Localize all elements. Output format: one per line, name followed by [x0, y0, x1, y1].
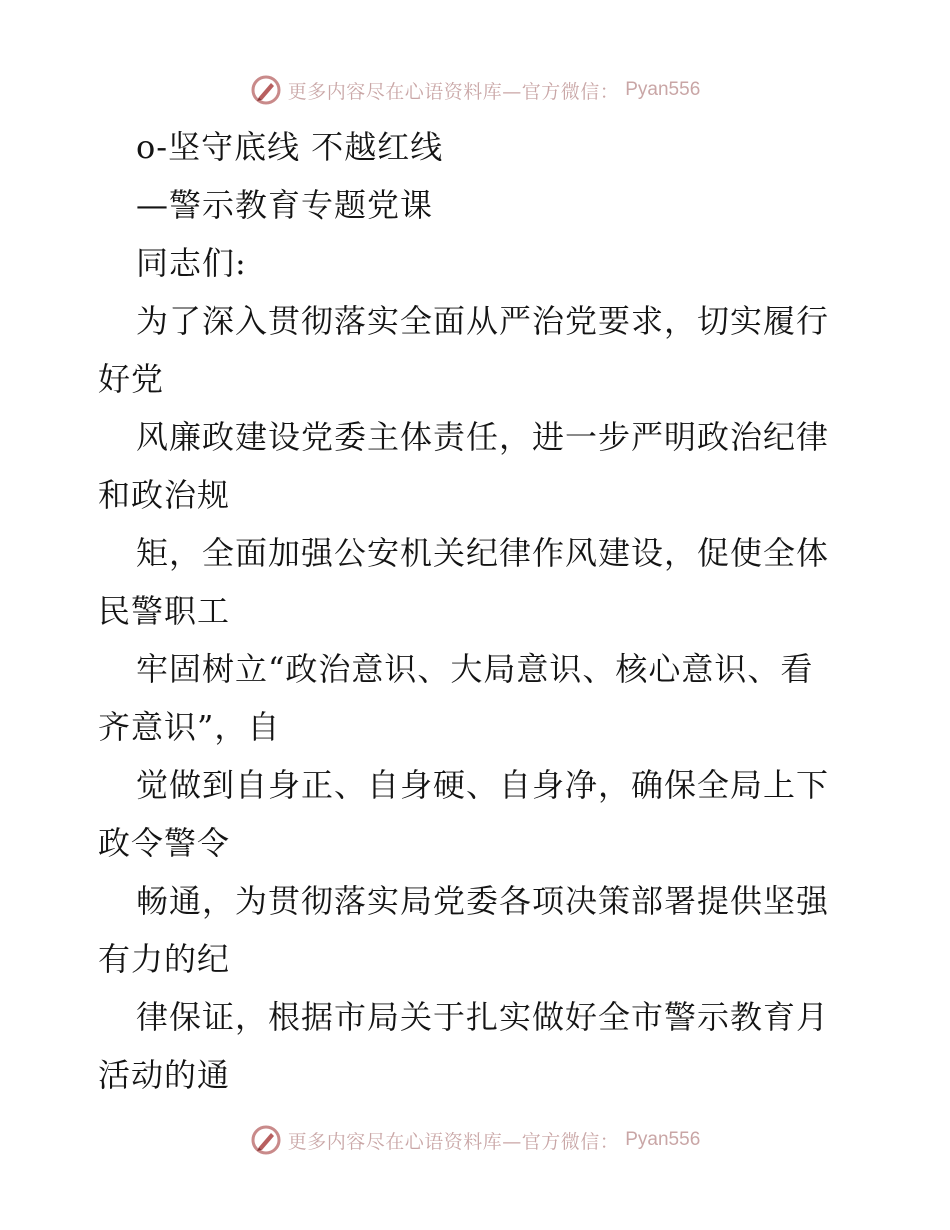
watermark-text: 更多内容尽在心语资料库—官方微信： [287, 80, 620, 103]
doc-line: 活动的通 [98, 1056, 231, 1094]
doc-line: 有力的纪 [98, 940, 231, 978]
watermark-handle: Pyan556 [625, 1129, 701, 1150]
doc-line: 好党 [98, 360, 165, 398]
pen-circle-logo-icon [250, 74, 282, 106]
doc-line: o-坚守底线 不越红线 [136, 128, 444, 166]
doc-line: 齐意识”，自 [98, 708, 281, 746]
doc-line: 畅通，为贯彻落实局党委各项决策部署提供坚强 [136, 882, 830, 920]
doc-line: 和政治规 [98, 476, 231, 514]
footer-watermark [0, 1120, 950, 1160]
doc-line: 同志们: [136, 244, 247, 282]
doc-line: 觉做到自身正、自身硬、自身净，确保全局上下 [136, 766, 830, 804]
doc-line: 政令警令 [98, 824, 231, 862]
doc-line: 牢固树立“政治意识、大局意识、核心意识、看 [136, 650, 814, 688]
watermark-text: 更多内容尽在心语资料库—官方微信： [287, 1130, 620, 1153]
watermark-handle: Pyan556 [625, 79, 701, 100]
doc-line: 为了深入贯彻落实全面从严治党要求，切实履行 [136, 302, 830, 340]
document-body [98, 118, 858, 1104]
doc-line: 矩，全面加强公安机关纪律作风建设，促使全体 [136, 534, 830, 572]
doc-line: 风廉政建设党委主体责任，进一步严明政治纪律 [136, 418, 830, 456]
header-watermark [0, 70, 950, 110]
doc-line: 律保证，根据市局关于扎实做好全市警示教育月 [136, 998, 830, 1036]
doc-line: 民警职工 [98, 592, 231, 630]
doc-line: —警示教育专题党课 [136, 186, 434, 224]
pen-circle-logo-icon [250, 1124, 282, 1156]
